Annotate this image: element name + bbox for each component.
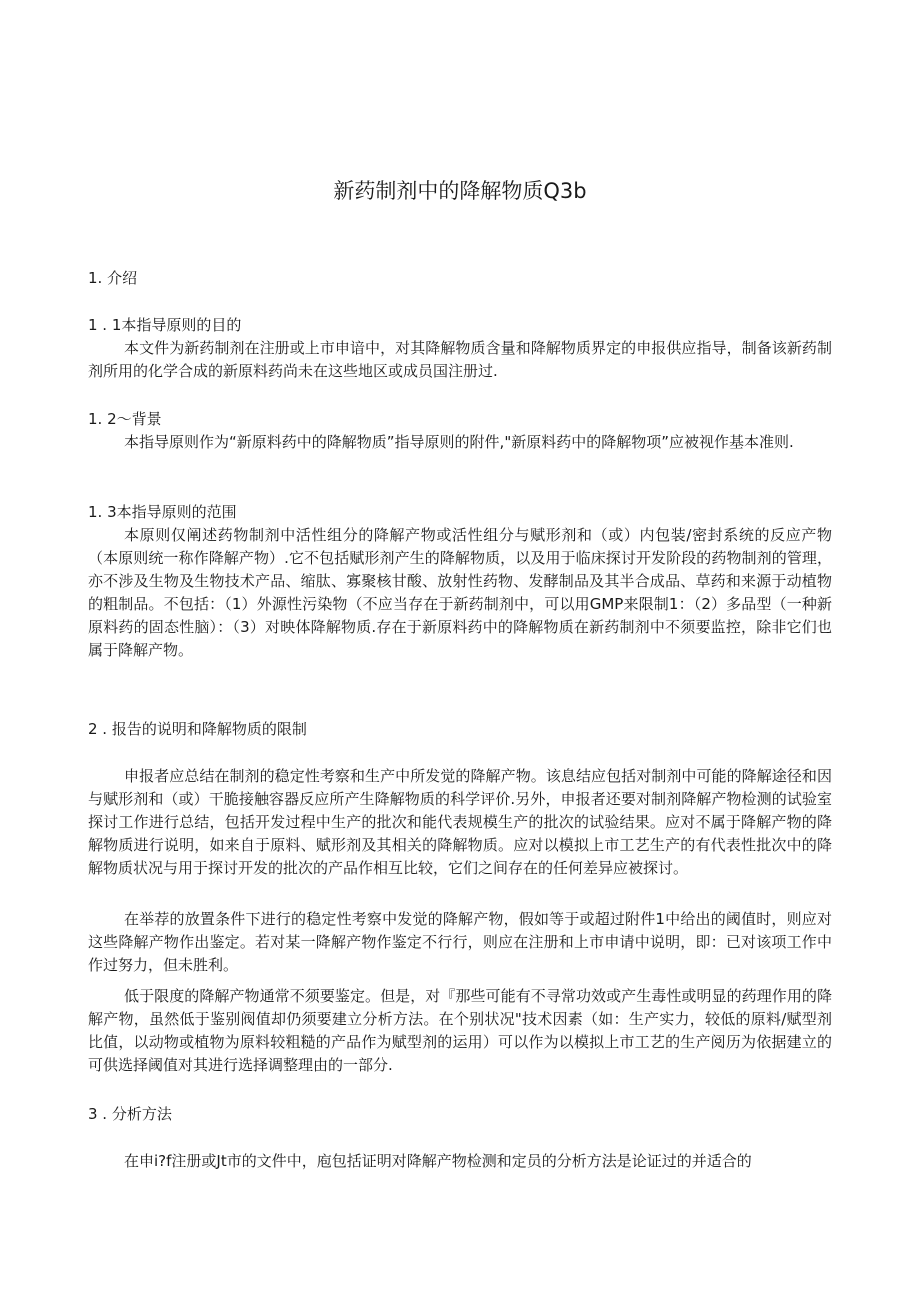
paragraph-reporting-2: 在举荐的放置条件下进行的稳定性考察中发觉的降解产物，假如等于或超过附件1中给出的阈值时，则应对这些降解产物作出鉴定。若对某一降解产物作鉴定不行行，则应在注册和上市申请中说明，即：已对该项工作中作过努力，但未胜利。	[88, 910, 832, 974]
paragraph-purpose: 本文件为新药制剂在注册或上市申谙中，对其降解物质含量和降解物质界定的申报供应指导，制备该新药制剂所用的化学合成的新原料药尚未在这些地区或成员国注册过.	[88, 339, 832, 380]
paragraph-reporting-3: 低于限度的降解产物通常不须要鉴定。但是，对『那些可能有不寻常功效或产生毒性或明显的药理作用的降解产物，虽然低于鉴别阀值却仍须要建立分析方法。在个别状况"技术因素（如：生产实力，较低的原料/赋型剂比值，以动物或植物为原料较粗糙的产品作为赋型剂的运用）可以作为以模拟上市工艺的生产阅历为依据建立的可供选择阈值对其进行选择调整理由的一部分.	[88, 987, 832, 1074]
paragraph-analytical-methods: 在申i?f注册或Jt市的文件中，庖包括证明对降解产物检测和定员的分析方法是论证过的并适合的	[124, 1152, 752, 1170]
section-heading-background: 1. 2～背景	[88, 410, 162, 428]
section-heading-analytical-methods: 3 . 分析方法	[88, 1105, 172, 1123]
section-heading-purpose: 1 . 1本指导原则的目的	[88, 316, 242, 334]
section-heading-intro: 1. 介绍	[88, 269, 138, 287]
paragraph-scope: 本原则仅阐述药物制剂中活性组分的降解产物或活性组分与赋形剂和（或）内包装/密封系统的反应产物（本原则统一称作降解产物）.它不包括赋形剂产生的降解物质，以及用于临床探讨开发阶段的药物制剂的管理，亦不涉及生物及生物技术产品、缩肽、寡聚核甘酸、放射性药物、发酵制品及其半合成品、草药和来源于动植物的粗制品。不包括：（1）外源性污染物（不应当存在于新药制剂中，可以用GMP来限制1：（2）多品型（一种新原料药的固态性脑）：（3）对映体降解物质.存在于新原料药中的降解物质在新药制剂中不须要监控，除非它们也属于降解产物。	[88, 526, 832, 659]
section-heading-reporting: 2 . 报告的说明和降解物质的限制	[88, 720, 307, 738]
section-heading-scope: 1. 3本指导原则的范围	[88, 503, 237, 521]
document-title: 新药制剂中的降解物质Q3b	[333, 179, 587, 203]
paragraph-background: 本指导原则作为“新原料药中的降解物质”指导原则的附件,"新原料药中的降解物项”应被视作基本准则.	[124, 433, 794, 451]
paragraph-reporting-1: 申报者应总结在制剂的稳定性考察和生产中所发觉的降解产物。该息结应包括对制剂中可能的降解途径和因与赋形剂和（或）干脆接触容器反应所产生降解物质的科学评价.另外，申报者还要对制剂降解产物检测的试验室探讨工作进行总结，包括开发过程中生产的批次和能代表规模生产的批次的试验结果。应对不属于降解产物的降解物质进行说明，如来自于原料、赋形剂及其相关的降解物质。应对以模拟上市工艺生产的有代表性批次中的降解物质状况与用于探讨开发的批次的产品作相互比较，它们之间存在的任何差异应被探讨。	[88, 767, 832, 877]
